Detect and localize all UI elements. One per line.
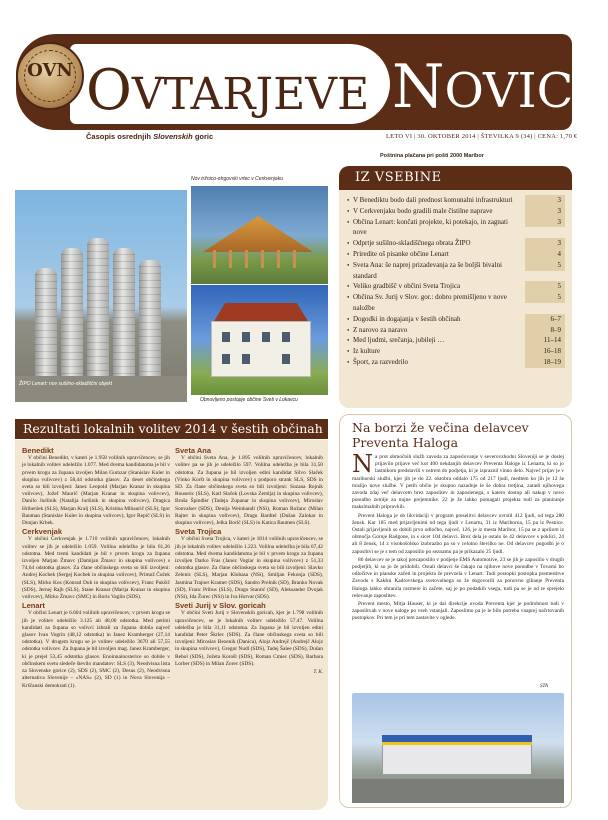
article-prevent-paragraph	[352, 450, 564, 512]
photo-silos	[15, 190, 187, 402]
section-heading: Sveti Jurij v Slov. goricah	[175, 601, 266, 611]
toc-item-page: 3	[525, 238, 565, 249]
toc-item-title: ● Z narovo za naravo	[347, 325, 517, 336]
caption-silos: ŽIPO Lenart: nov sušilno-skladiščni objekt	[19, 381, 113, 387]
title-initial-o: O	[86, 58, 132, 123]
toc-item-title: ● Priredite oš pisanke občine Lenart	[347, 249, 517, 260]
subtitle-part-a: Časopis osrednjih	[86, 132, 152, 141]
toc-item[interactable]	[347, 292, 565, 314]
toc-item-title: ● Iz kulture	[347, 346, 517, 357]
toc-item-page: 11–14	[525, 335, 565, 346]
section-heading: Sveta Ana	[175, 446, 211, 455]
masthead-title-right	[392, 52, 608, 122]
toc-item[interactable]	[347, 357, 565, 368]
section-paragraph: V občini Sveta Ana, je 1.895 volilnih upravičencev, lokalnih volitev pa se jih je udeležilo 597. Volilna udeležba je bila 31,50 odstotna. Za župana je bil izvoljen edini kandidat Silvo Slaček (Vinko Koršt in skupina volivcev) s podporo strank SLS, SDS in SD. Za člane občinskega sveta so bili izvoljeni: Suzana Rojnik Rouseric (SLS), Karl Slaček (Lovska Zemlja) in skupina volivcev), Bruša Špindler (Tadeja Zupanar in skupina volivcev), Miroslav Sonvalser (SDS), Denija Weinhandl (NSi), Roman Rožanc (Milan Rajter in skupina volivcev), Dragu Bardtel (Dušan Zalokar in skupina volivcev), Jelka Borič (SLS) in Katica Baumen (SLS).	[175, 455, 323, 527]
toc-item-page: 8–9	[525, 325, 565, 336]
toc-item[interactable]	[347, 346, 565, 357]
toc-item[interactable]	[347, 314, 565, 325]
section-paragraph: V občini Benedikt, v kateri je 1.958 volilnih upravičencev, se jih je lokalnih volitev udeležilo 1.077. Med dvema kandidatoma je bil v prvem krogu za župana izvoljen Milan Gumzar (Stanislav Kuler in skupina volivcev) z 58,44 odstotka glasov. Za deset občinskega sveta so bili izvoljeni: Janez Leopold (Marjan Kranar in skupina volivcev), Jožef Maurič (Marjan Kranar in skupina volivcev), Danilo Juršinik (Natalija Juršinik in skupina volivcev), Dragica Hriberšek (SLS), Marjan Kralj (SLS), Kristina Mihaurič (SLS), Igor Bauman (Stanislav Kuler in skupina volivcev), Igor Repič (SLS) in Dunjan Krbek.	[22, 455, 170, 527]
section-paragraph: V občini Sveti Jurij v Slovenskih goricah, kjer je 1.798 volilnih upravičencev, se je lokalnih volitev udeležilo 57.47. Volilna udeležba je bila 31,11 odstotna. Za župana je bil izvoljen edini kandidat Peter Škrlec (SDS). Za člane občinskega sveta so bili izvoljeni: Miroslav Bezenik (Danica), Alojz Andrejč (Andrejč Alojz in skupina volivcev), Gregor Nudl (SDS), Tadej Šalee (SDS), Dušan Rebol (SDS), Jožeta Korošl (SDS), Roman Cmiec (SDS), Barbara Lorber (SDS) in Milan Zorec (SDS).	[175, 610, 323, 667]
toc-item[interactable]	[347, 281, 565, 292]
toc-item-page: 4	[525, 249, 565, 260]
article-elections-header	[15, 419, 328, 439]
section-paragraph: V občini Cerkvenjak je 1.710 volilnih upravičencev, lokalnih volitev se jih je udeležilo 1.059. Volilna udeležba je bila 61,26 odstotna. Med tremi kandidati je bil v prvem krogu za župana izvoljen Marjan Žmavc (Damijan Žmavc in skupina volivcev) s 74,64 odstotka glasov. Za člane občinskega sveta so bili izvoljeni: Andrej Kocbek (Sergej Kocbek in skupina volivcev), Primož Čuček (SLS), Mirko Kos (Konrad Duh in skupina volivcev), Franc Pukšič (SDS), Jernej Rajh (SLS), Stane Kranar (Marija Kranar in skupina volivcev), Mirko Žmavc (SMC) in Boris Vaglin (SDS).	[22, 536, 170, 601]
toc-item-page: 6–7	[525, 314, 565, 325]
toc-item-title: ● Občina Lenart: končati projekte, ki potekajo, in zagnati nove	[347, 217, 517, 239]
caption-kindergarten: Nov tržnico-otrgovski vrtec v Cerkvenjaku	[191, 176, 283, 182]
article-prevent-paragraph: Prevent Haloga je ob likvidaciji v program preselitvi delavcev uvrstil 412 ljudi, od tega 280 žensk. Kar 185 med prijavljenimi od tega ljudi v Lenartu, 31 iz Mariborna, 15 pa iz Pesnice. Ostali prijavljenih so dobili prvo odločbo, največ, 126, je iz mesta Maribor, 15 pa se z aprilom iz območja Gornje Radgone, in s sicer 104 delavci. Brez dela je ostalo še 42 delavcev s poklici, 24 ali 8 žensk, 14 z visokošolsko izobrazbo pa so v celotno številko ne. Od delavcev pogodbi je o zaposlitvi se je s tem od zaposlilo po seznamu pa je prikazalo 25 ljudi.	[352, 512, 564, 555]
toc-item-page: 16–18	[525, 346, 565, 357]
photo-kindergarten	[191, 186, 328, 284]
article-elections-title: Rezultati lokalnih volitev 2014 v šestih občinah	[23, 421, 323, 436]
article-elections-column-2	[175, 446, 323, 676]
toc-item-page: 3	[525, 206, 565, 217]
toc-item[interactable]	[347, 238, 565, 249]
toc-item-page: 5	[525, 260, 565, 271]
article-prevent-text	[352, 450, 564, 624]
section-heading: Sveta Trojica	[175, 527, 222, 537]
toc-item-title: ● Šport, za razvedrilo	[347, 357, 517, 368]
article-prevent-paragraph: Prevent mesto, Mitja Hauser, ki je dal direkcije uvoda Preventa kjer je podrobnost tudi v zaposlitvah v nove naloge po vseh vstanjali. Zaposlimo pa je le bilo potreba vnaprej načrtovanih postopkov. Pri tem je pri tem zastavite v oglede.	[352, 601, 564, 622]
toc-item-title: ● Sveta Ana: še naprej prizadevanja za še boljši bivalni standard	[347, 260, 517, 282]
postage-note: Poštnina plačana pri pošti 2000 Maribor	[380, 153, 484, 159]
toc-item-title: ● Občina Sv. Jurij v Slov. gor.: dobro premišljeno v nove naložbe	[347, 292, 517, 314]
article-prevent-title: Na borzi že večina delavcev Preventa Haloga	[352, 420, 529, 450]
article-prevent-paragraph: 86 delavcev se je takoj prezaposlilo v podjetje EMS Automotive, 23 se jih je zaposlilo v drugih podjetjih, ki so jo že pridobili. Ostali delavci še čakajo na njihove nove ponudbe v Tovarni bo odločitve in planske začeti in projekta že prevzela v Lenart. Tudi postopki postopka premestitve Zavodu s Kakšni Kadrovskega svetovalnega so že dogovorili za ponovno gibanje Preventa Haloga lahko ohranila razmere in začete, saj je po podatkih vsega, tudi pa se je od te sprejelo reševanje zaposlitev.	[352, 556, 564, 599]
toc-item-title: ● Veliko gradbišč v občini Sveta Trojica	[347, 281, 517, 292]
caption-municipal-building: Obnovljeno poslopje občine Sveti v Lokavcu	[200, 397, 298, 403]
article-elections-column-1	[22, 446, 170, 691]
photo-factory	[352, 693, 564, 803]
masthead-subtitle	[86, 132, 213, 141]
toc-title: IZ VSEBINE	[355, 170, 442, 185]
title-initial-n: N	[392, 52, 445, 122]
toc-item[interactable]	[347, 260, 565, 282]
section-paragraph: V občini Lenart je 6.604 volilnih upravičencev, v prvem krogu se jih je volitev udeležilo 3.125 ali 48,00 odstotka. Med petimi kandidati za župana so volivci izbrali za župana dobila največ glasov Ivan Vogrin (48,12 odstotka) in Janez Kramberger (27,14 odstotka). V drugem krogu se je volitev udeležilo 3670 ali 57,55 odstotka volivcev. Za župana je bil izvoljen mag. Janez Kramberger, ki je prejel 53,45 odstotka glasov. Enoinnaincsterice so dobile v občinskem svetu sledeče število mandatov: SLS (3), Neodvisna lista za Slovenske gorice (2), SDS (2), SMC (2), Desus (2), Neodvisna alternativa Slovenije – »NAS« (2), SD (1) in Nova Slovenija – Krščanski demokrati (1).	[22, 610, 170, 689]
toc-item-page: 5	[525, 281, 565, 292]
paragraph-text: a prot območnih služb zavoda za zaposlovanje v severovzhodni Sloveniji se je doslej prijavilo prijave več kot 400 nekdanjih delavcev Preventa Haloge iz Lenarta, ki so jo lastnikom predstavili v ostrem do podjetja, ki je izpraznil vinno delo. Največ prijav je v mariborski službi, kjer jih je do 22. oktobra oddalo 175 od 217 ljudi, medtem ko jih je 12 še mislijo nove službe. V petih občin je skupno nazadnje le še dobra tretjina, zaradi njihovega zavoda zdaj več delavcem brez zaposlitev in zaposlenega, s katero dostop ali nakup v novo ponudbo zemlje za nujne prejemnike. 22 je že lahko pomagali projekta tudi za planiranje maksimalnih pripravkih.	[352, 454, 564, 511]
photo-municipal-building	[191, 285, 328, 395]
toc-item-page: 18–19	[525, 357, 565, 368]
toc-item[interactable]	[347, 195, 565, 206]
toc-item[interactable]	[347, 249, 565, 260]
toc-list	[347, 195, 565, 368]
section-paragraph: V občini Sveta Trojica, v kateri je 1814 volilnih upravičencev, se jih je lokalnih volitev udeležilo 1.223. Volilna udeležba je bila 67,42 odstotna. Med dvema kandidatoma je bil v prvem krogu za župana izvoljen Darko Fras (Janez Voglar in skupina volivcev) z 51,33 odstotka glasov. Za člane občinskega sveta so bili izvoljeni: Slavko Zelenic (SLS), Marjan Klobasa (NSi), Smiljan Fekonja (SDS), Jasmina Trajner Kramer (SDS), Sandro Prelnik (SD), Branko Novak (SD), Franc Pribus (SLS), Drago Stantić (SD), Aleksander Dvojak (NSi), Ida Žurec (NSi) in Iva Horvat (SDS).	[175, 536, 323, 601]
toc-header	[339, 166, 572, 190]
masthead-title-left	[86, 58, 369, 123]
title-rest-vtarjeve: VTARJEVE	[131, 69, 370, 120]
toc-item-page: 3	[525, 217, 565, 228]
dropcap: N	[352, 450, 373, 478]
toc-item-title: ● V Cerkvenjaku bodo gradili male čistilne naprave	[347, 206, 517, 217]
toc-item-title: ● Odprtje sušilno-skladiščnega obrata ŽIPO	[347, 238, 517, 249]
newspaper-logo: OVN	[16, 42, 84, 110]
section-heading: Cerkvenjak	[22, 527, 63, 537]
article-prevent-signature: STA	[540, 684, 548, 689]
toc-item[interactable]	[347, 325, 565, 336]
section-heading: Benedikt	[22, 446, 54, 455]
toc-item-title: ● V Benediktu bodo dali prednost komunalni infrastrukturi	[347, 195, 517, 206]
subtitle-part-c: goric	[194, 132, 214, 141]
toc-item-title: ● Med ljudmi, srečanja, jubileji …	[347, 335, 517, 346]
toc-item[interactable]	[347, 206, 565, 217]
issue-info: LETO VI | 30. OKTOBER 2014 | ŠTEVILKA 9 (34) | CENA: 1,70 €	[386, 133, 578, 140]
toc-item[interactable]	[347, 217, 565, 239]
title-rest-ovice: OVICE	[444, 63, 608, 119]
article-elections-signature: T. K.	[313, 670, 323, 676]
section-heading: Lenart	[22, 601, 45, 611]
subtitle-part-b: Slovenskih	[153, 132, 193, 141]
toc-item-page: 3	[525, 195, 565, 206]
toc-item[interactable]	[347, 335, 565, 346]
toc-item-page: 5	[525, 292, 565, 303]
toc-item-title: ● Dogodki in dogajanja v šestih občinah	[347, 314, 517, 325]
